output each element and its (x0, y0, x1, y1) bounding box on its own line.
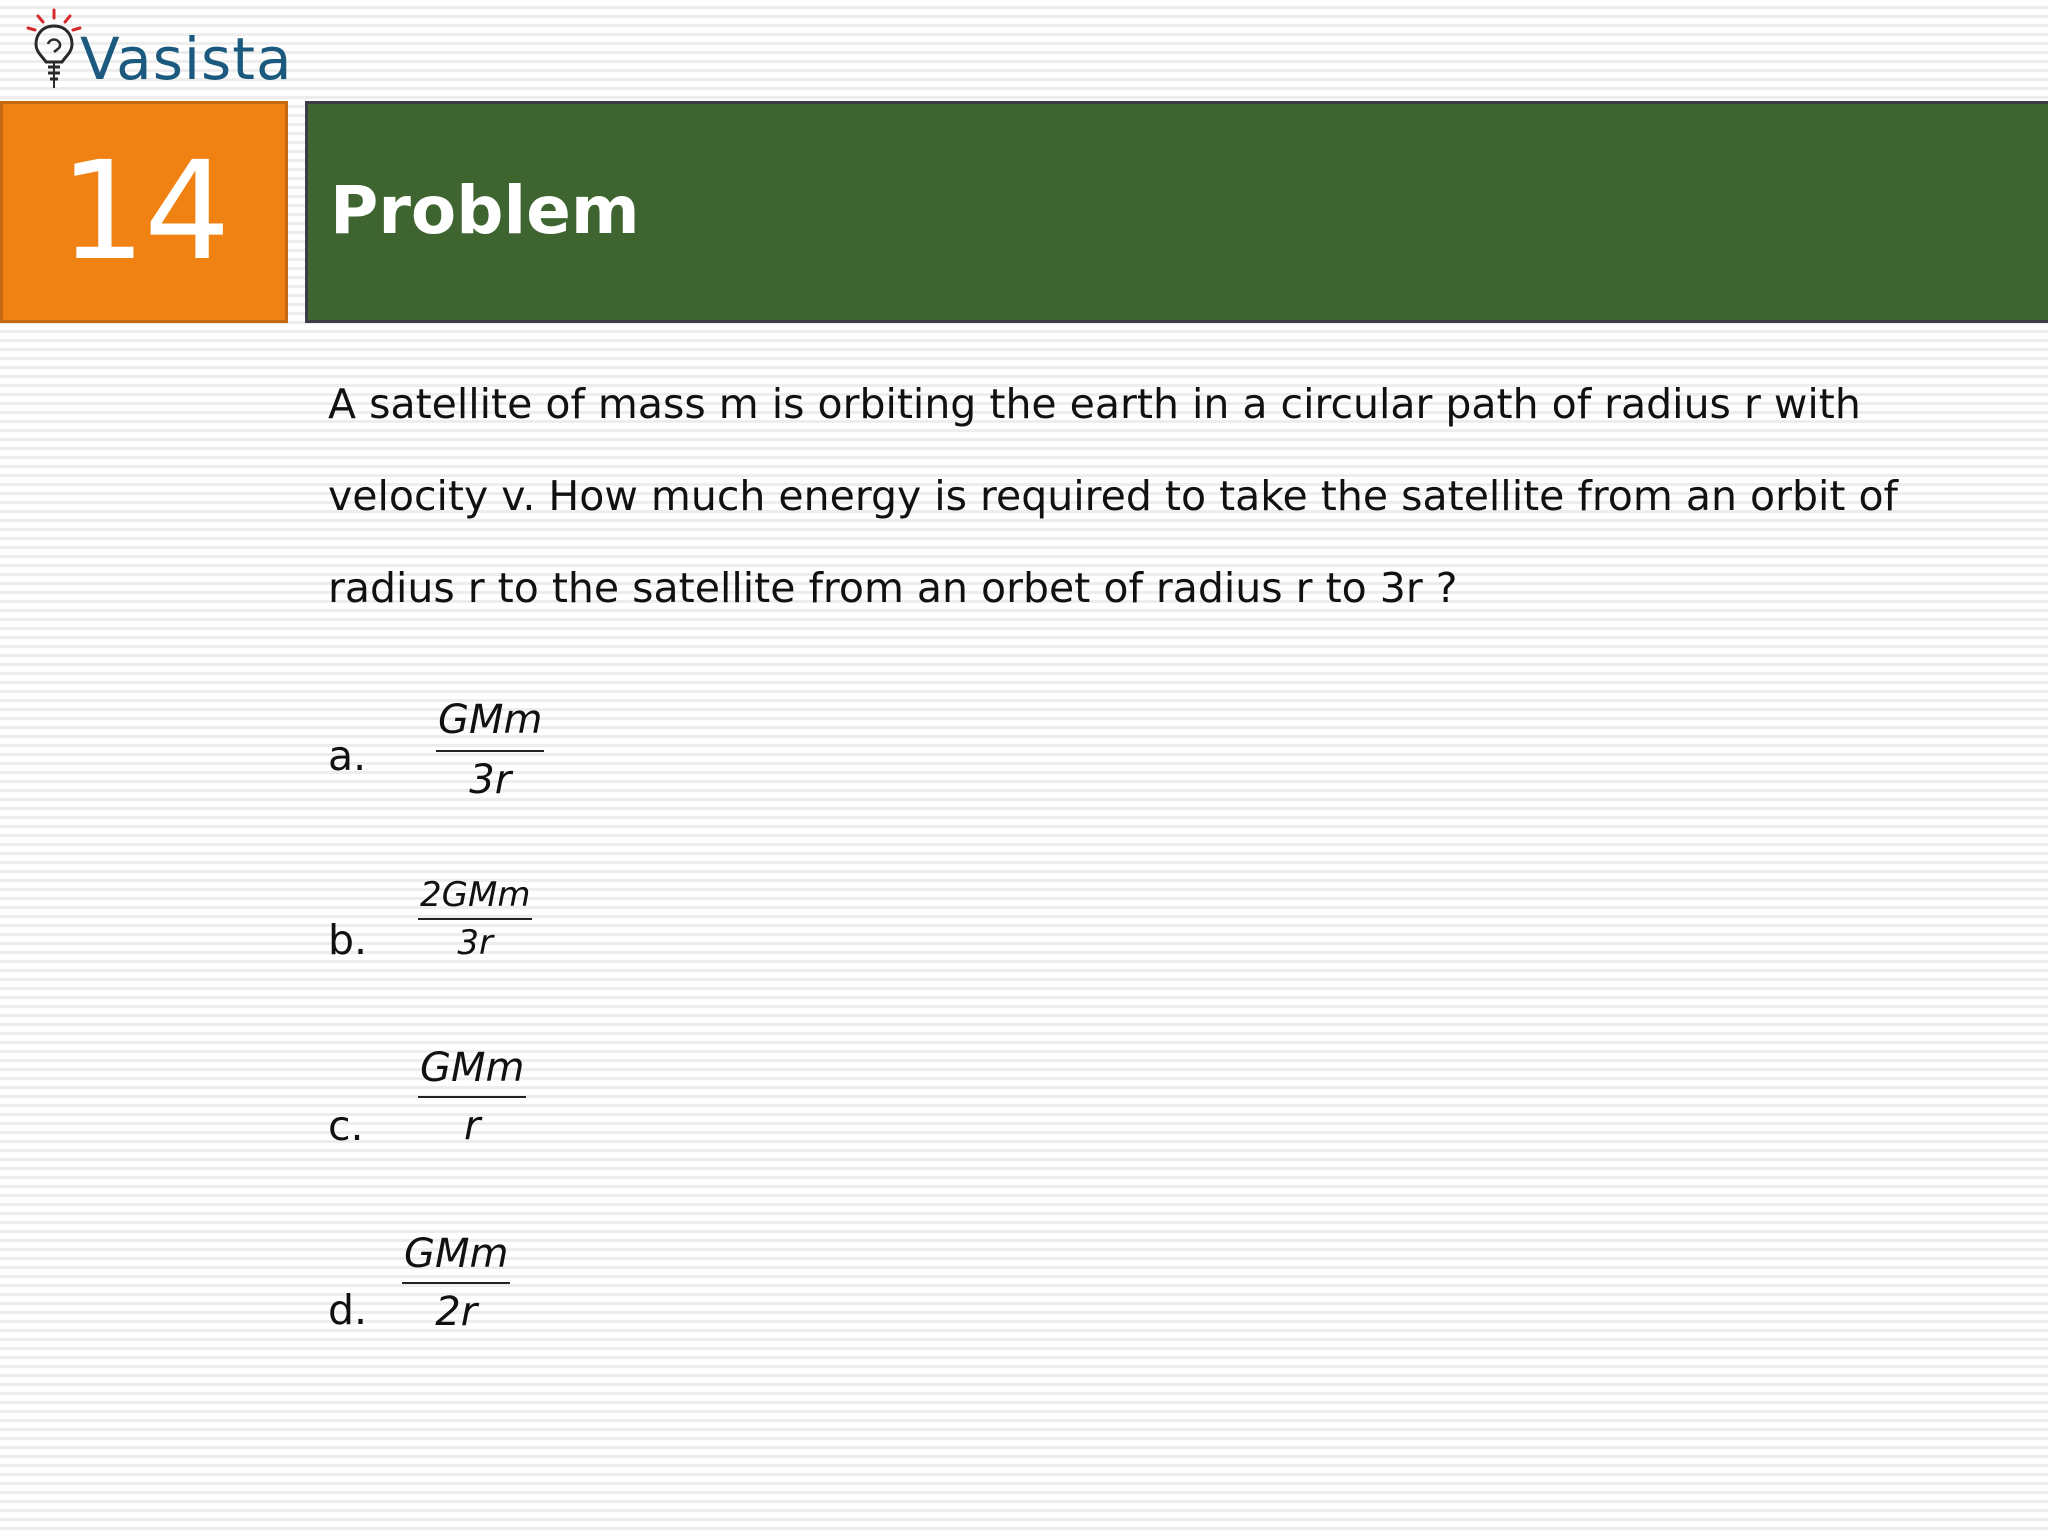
title-bar (305, 101, 2048, 323)
fraction-denominator: 3r (457, 923, 494, 963)
slide-number-box (0, 101, 288, 323)
option-label: b. (328, 916, 368, 964)
fraction-bar (436, 750, 544, 752)
fraction-denominator: 2r (435, 1289, 478, 1335)
fraction-bar (418, 918, 532, 920)
fraction (402, 1231, 510, 1335)
slide-title: Problem (330, 172, 640, 249)
fraction-denominator: r (464, 1103, 481, 1149)
question-text: A satellite of mass m is orbiting the earth in a circular path of radius r with velocity v. How much energy is required to take the satellite from an orbit of radius r to the satellite from an orbet of radius r to 3r ? (328, 380, 1898, 612)
fraction-bar (402, 1282, 510, 1284)
fraction-numerator: GMm (404, 1231, 509, 1277)
option-label: d. (328, 1286, 368, 1334)
vasista-logo (20, 4, 293, 100)
fraction-numerator: GMm (438, 697, 543, 743)
slide-number: 14 (59, 133, 229, 291)
fraction (436, 697, 544, 803)
fraction (418, 1045, 526, 1149)
option-label: c. (328, 1102, 364, 1150)
logo-text: Vasista (80, 25, 293, 93)
fraction-numerator: GMm (420, 1045, 525, 1091)
fraction (418, 875, 532, 963)
fraction-denominator: 3r (469, 757, 512, 803)
fraction-bar (418, 1096, 526, 1098)
option-label: a. (328, 732, 367, 780)
fraction-numerator: 2GMm (420, 875, 531, 915)
